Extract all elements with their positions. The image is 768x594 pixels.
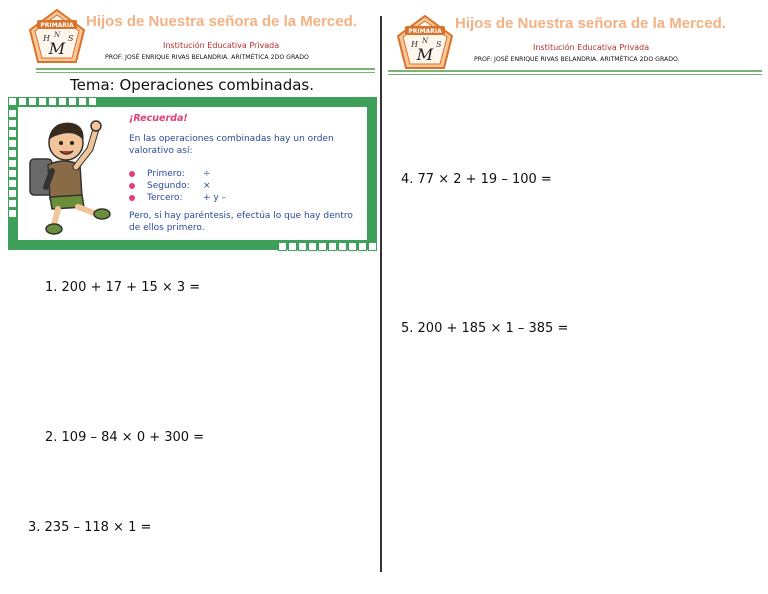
reminder-content: [18, 107, 367, 240]
institution-label: Institución Educativa Privada: [163, 41, 280, 50]
reminder-title: ¡Recuerda!: [129, 113, 188, 124]
column-divider: [380, 16, 382, 572]
school-crest-icon: [28, 8, 86, 64]
header-rule: [36, 68, 375, 70]
reminder-box: [8, 97, 377, 250]
school-logo-right: [396, 14, 454, 70]
bullet-icon: [129, 195, 135, 201]
exercise-3: 3. 235 – 118 × 1 =: [28, 520, 152, 535]
student-illustration: [24, 113, 118, 237]
svg-text:N: N: [53, 31, 61, 39]
school-logo: [28, 8, 86, 64]
frame-squares-top: [8, 97, 97, 105]
svg-text:S: S: [436, 40, 442, 49]
exercise-5: 5. 200 + 185 × 1 – 385 =: [401, 321, 569, 336]
topic-title: Tema: Operaciones combinadas.: [70, 76, 315, 94]
school-name: Hijos de Nuestra señora de la Merced.: [86, 13, 357, 30]
bullet-icon: [129, 171, 135, 177]
svg-text:N: N: [421, 37, 429, 45]
reminder-intro: En las operaciones combinadas hay un orden valorativo así:: [129, 134, 334, 156]
svg-text:S: S: [68, 34, 74, 43]
order-item: Segundo: ×: [129, 180, 226, 192]
header-rule-thin: [36, 72, 375, 73]
reminder-note: Pero, si hay paréntesis, efectúa lo que hay dentro de ellos primero.: [129, 211, 353, 233]
svg-text:M: M: [48, 39, 66, 58]
svg-text:H: H: [411, 40, 418, 49]
teacher-line: PROF: JOSÉ ENRIQUE RIVAS BELANDRIA. ARITMÉTICA 2DO GRADO: [105, 54, 309, 61]
order-list: [129, 168, 226, 204]
header-rule-right: [388, 70, 762, 72]
bullet-icon: [129, 183, 135, 189]
svg-text:M: M: [416, 45, 434, 64]
header-rule-thin-right: [388, 74, 762, 75]
logo-label: PRIMARIA: [40, 22, 74, 29]
frame-squares-bottom: [278, 242, 377, 250]
svg-text:H: H: [43, 34, 50, 43]
exercise-4: 4. 77 × 2 + 19 – 100 =: [401, 172, 552, 187]
frame-squares-left: [8, 109, 17, 218]
order-item: Tercero: + y –: [129, 192, 226, 204]
school-crest-icon: [396, 14, 454, 70]
exercise-2: 2. 109 – 84 × 0 + 300 =: [45, 430, 205, 445]
institution-label-right: Institución Educativa Privada: [533, 43, 650, 52]
teacher-line-right: PROF: JOSÉ ENRIQUE RIVAS BELANDRIA. ARITMÉTICA 2DO GRADO.: [474, 56, 680, 63]
order-item: Primero: ÷: [129, 168, 226, 180]
logo-label: PRIMARIA: [408, 28, 442, 35]
exercise-1: 1. 200 + 17 + 15 × 3 =: [45, 280, 201, 295]
school-name-right: Hijos de Nuestra señora de la Merced.: [455, 15, 726, 32]
